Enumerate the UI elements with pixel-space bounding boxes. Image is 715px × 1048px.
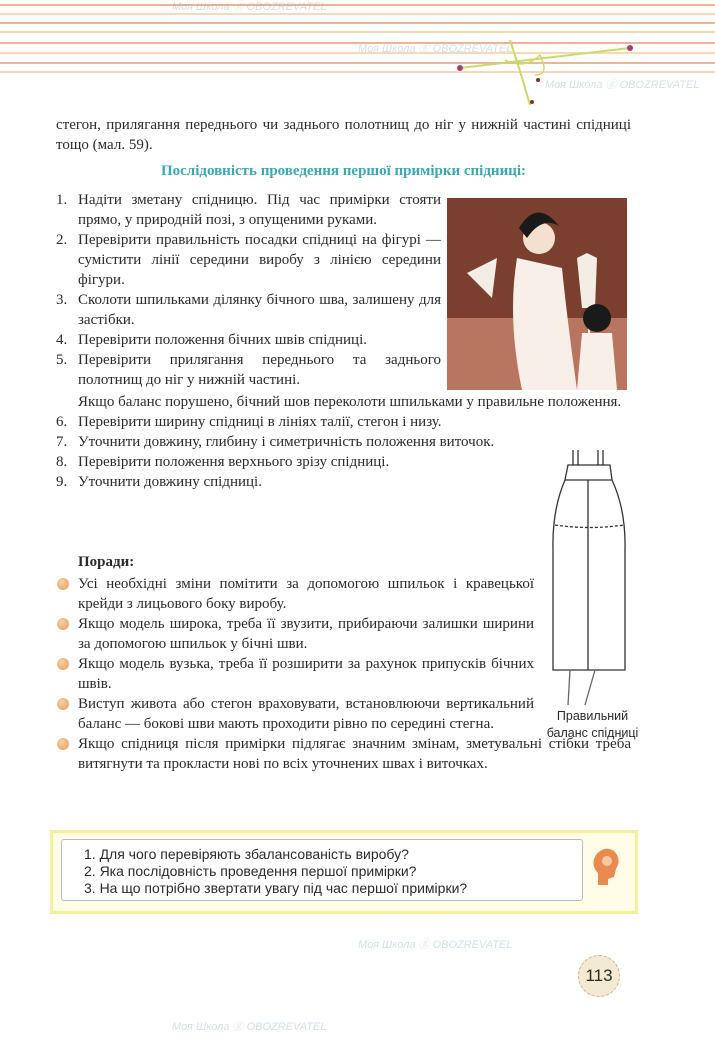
step-number: 8. <box>56 454 68 470</box>
list-item <box>56 412 534 432</box>
list-item <box>56 574 534 614</box>
step-number: 4. <box>56 332 68 348</box>
step-number: 7. <box>56 434 68 450</box>
question: 2. Яка послідовність проведення першої примірки? <box>84 863 417 879</box>
review-questions-box <box>50 830 638 914</box>
step-number: 2. <box>56 232 68 248</box>
tip-text: Виступ живота або стегон враховувати, встановлюючи вертикальний баланс — бокові шви мають проходити рівно по середині стегна. <box>78 696 534 732</box>
step-number: 1. <box>56 192 68 208</box>
question: 3. На що потрібно звертати увагу під час першої примірки? <box>84 880 468 896</box>
list-item <box>56 694 534 734</box>
list-item <box>56 472 534 492</box>
step-text: Перевірити положення верхнього зрізу спідниці. <box>78 454 390 470</box>
step-text: Уточнити довжину, глибину і симетричність положення виточок. <box>78 434 495 450</box>
page-number: 113 <box>578 955 620 997</box>
step-text: Уточнити довжину спідниці. <box>78 474 262 490</box>
watermark: Моя Школа ⓖ OBOZREVATEL <box>358 939 513 951</box>
list-item <box>56 432 534 452</box>
step-note: Якщо баланс порушено, бічний шов переколоти шпильками у правильне положення. <box>78 394 622 410</box>
step-number: 6. <box>56 414 68 430</box>
tip-text: Якщо модель широка, треба її звузити, прибираючи залишки ширини за допомогою шпильок у бічні шви. <box>78 616 534 652</box>
watermark: Моя Школа ⓖ OBOZREVATEL <box>172 1021 327 1033</box>
fitting-illustration <box>447 198 627 390</box>
bullet-icon <box>57 738 69 750</box>
step-number: 5. <box>56 352 68 368</box>
decorative-stripes <box>0 0 715 75</box>
list-item <box>56 392 631 412</box>
list-item <box>56 452 534 472</box>
list-item <box>56 614 534 654</box>
watermark: Моя Школа ⓖ OBOZREVATEL <box>358 43 513 55</box>
step-number: 3. <box>56 292 68 308</box>
figure-caption: Правильний баланс спідниці <box>546 709 639 740</box>
watermark: Моя Школа ⓖ OBOZREVATEL <box>172 1 327 13</box>
bullet-icon <box>57 698 69 710</box>
intro-paragraph: стегон, прилягання переднього чи заднього полотнищ до ніг у нижній частині спідниці тощо (мал. 59). <box>56 117 631 153</box>
skirt-balance-diagram <box>540 450 635 705</box>
step-text: Перевірити положення бічних швів спідниці. <box>78 332 367 348</box>
list-item <box>56 654 534 694</box>
thread-bow-icon <box>450 30 640 110</box>
step-text: Сколоти шпильками ділянку бічного шва, залишену для застібки. <box>78 292 441 328</box>
question: 1. Для чого перевіряють збалансованість виробу? <box>84 846 409 862</box>
step-text: Перевірити правильність посадки спідниці на фігурі — сумістити лінії середини виробу з лінією середини фігури. <box>78 232 441 288</box>
step-number: 9. <box>56 474 68 490</box>
watermark: Моя Школа ⓖ OBOZREVATEL <box>545 79 700 91</box>
section-heading: Послідовність проведення першої примірки спідниці: <box>160 163 527 179</box>
tips-title: Поради: <box>78 554 135 570</box>
tip-text: Усі необхідні зміни помітити за допомогою шпильок і кравецької крейди з лицьового боку виробу. <box>78 576 534 612</box>
step-text: Перевірити ширину спідниці в лініях талії, стегон і низу. <box>78 414 442 430</box>
tip-text: Якщо спідниця після примірки підлягає значним змінам, зметувальні стібки треба витягнути та прокласти нові по всіх уточнених швах і виточках. <box>78 736 631 772</box>
bullet-icon <box>57 578 69 590</box>
bullet-icon <box>57 658 69 670</box>
step-text: Надіти зметану спідницю. Під час примірки стояти прямо, у природній позі, з опущеними руками. <box>78 192 441 228</box>
bullet-icon <box>57 618 69 630</box>
thinking-head-icon <box>590 845 622 887</box>
questions-panel <box>61 839 583 901</box>
tip-text: Якщо модель вузька, треба її розширити за рахунок припусків бічних швів. <box>78 656 534 692</box>
step-text: Перевірити прилягання переднього та заднього полотнищ до ніг у нижній частині. <box>78 352 441 388</box>
